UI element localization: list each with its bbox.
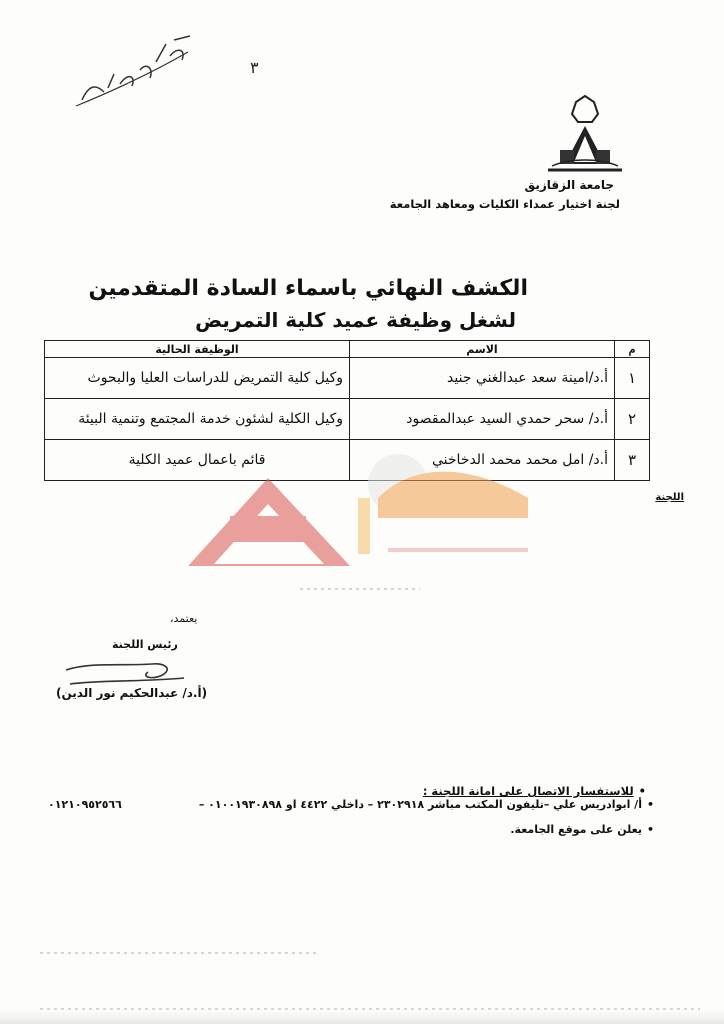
scan-edge <box>0 1010 724 1024</box>
university-logo <box>540 92 630 176</box>
bullet-icon: • <box>646 823 654 836</box>
scan-artifact <box>300 588 420 590</box>
chair-name: (أ.د/ عبدالحكيم نور الدين) <box>56 686 208 700</box>
margin-mark: ٣ <box>250 58 259 77</box>
table-row <box>45 399 650 440</box>
row-number: ٣ <box>615 440 650 481</box>
candidate-position: وكيل الكلية لشئون خدمة المجتمع وتنمية البيئة <box>45 399 350 440</box>
committee-name: لجنة اختيار عمداء الكليات ومعاهد الجامعة <box>389 197 620 211</box>
approved-label: يعتمد، <box>170 612 198 625</box>
table-header-row <box>45 341 650 358</box>
document-subtitle: لشغل وظيفة عميد كلية التمريض <box>195 308 516 332</box>
column-header-position: الوظيفة الحالية <box>45 341 350 358</box>
table-row <box>45 358 650 399</box>
contact-line: •أ/ ابوادريس علي –تليفون المكتب مباشر ٢٣٠٢٩١٨ – داخلي ٤٤٢٢ او ٠١٠٠١٩٣٠٨٩٨ – <box>198 798 654 811</box>
column-header-number: م <box>615 341 650 358</box>
contact-heading: •للاستفسار الاتصال على امانة اللجنة : <box>422 784 646 798</box>
watermark-logo <box>178 438 548 578</box>
candidate-name: أ.د/ سحر حمدي السيد عبدالمقصود <box>350 399 615 440</box>
handwritten-date-annotation <box>70 22 200 112</box>
chair-label: رئيس اللجنة <box>112 638 178 651</box>
scan-artifact <box>40 952 320 954</box>
bullet-icon: • <box>646 798 654 811</box>
candidate-name: أ.د/ امل محمد محمد الدخاخني <box>350 440 615 481</box>
university-name: جامعة الزقازيق <box>524 178 614 192</box>
row-number: ١ <box>615 358 650 399</box>
bullet-icon: • <box>638 784 646 798</box>
mobile-number: ٠١٢١٠٩٥٢٥٦٦ <box>48 798 122 811</box>
candidate-position: قائم باعمال عميد الكلية <box>45 440 350 481</box>
candidate-name: أ.د/امينة سعد عبدالغني جنيد <box>350 358 615 399</box>
column-header-name: الاسم <box>350 341 615 358</box>
document-title: الكشف النهائي باسماء السادة المتقدمين <box>88 276 528 301</box>
committee-label: اللجنة <box>655 492 684 503</box>
candidate-position: وكيل كلية التمريض للدراسات العليا والبحوث <box>45 358 350 399</box>
announcement-line: •يعلن على موقع الجامعة. <box>510 823 654 836</box>
row-number: ٢ <box>615 399 650 440</box>
